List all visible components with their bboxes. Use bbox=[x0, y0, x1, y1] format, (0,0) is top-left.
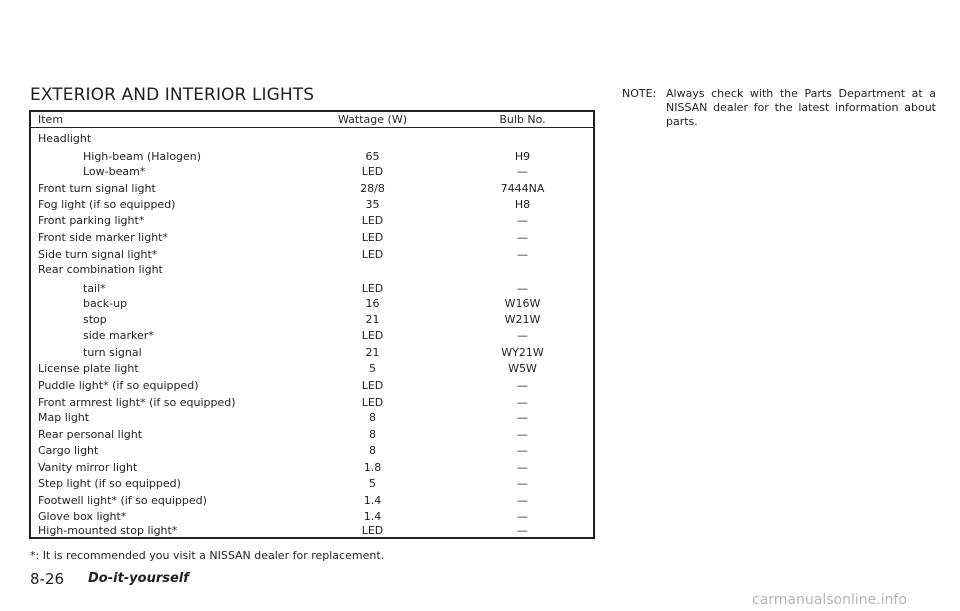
table-cell-wattage: 21 bbox=[365, 346, 380, 359]
table-cell-bulb: — bbox=[517, 248, 528, 261]
table-cell-bulb: — bbox=[517, 524, 528, 537]
table-cell-item: License plate light bbox=[38, 362, 139, 375]
note-text: Always check with the Parts Department at a NISSAN dealer for the latest information about parts. bbox=[666, 87, 936, 128]
table-cell-bulb: — bbox=[517, 477, 528, 490]
table-cell-bulb: — bbox=[517, 231, 528, 244]
table-cell-item: Rear personal light bbox=[38, 428, 143, 441]
table-cell-item: turn signal bbox=[83, 346, 142, 359]
table-cell-bulb: — bbox=[517, 444, 528, 457]
table-cell-item: Footwell light* (if so equipped) bbox=[38, 494, 207, 507]
table-cell-bulb: — bbox=[517, 396, 528, 409]
table-cell-item: Front parking light* bbox=[38, 214, 145, 227]
table-cell-wattage: 65 bbox=[365, 150, 380, 163]
table-cell-item: Front turn signal light bbox=[38, 182, 156, 195]
table-cell-item: Vanity mirror light bbox=[38, 461, 138, 474]
table-cell-item: Cargo light bbox=[38, 444, 99, 457]
table-cell-item: Front armrest light* (if so equipped) bbox=[38, 396, 236, 409]
table-cell-wattage: 1.4 bbox=[363, 494, 382, 507]
table-cell-bulb: — bbox=[517, 329, 528, 342]
section-title: EXTERIOR AND INTERIOR LIGHTS bbox=[30, 85, 315, 105]
table-cell-item: Glove box light* bbox=[38, 510, 127, 523]
table-cell-wattage: LED bbox=[361, 165, 384, 178]
table-cell-wattage: LED bbox=[361, 214, 384, 227]
table-cell-item: tail* bbox=[83, 282, 106, 295]
watermark: carmanualsonline.info bbox=[752, 592, 907, 608]
table-cell-item: Rear combination light bbox=[38, 263, 163, 276]
table-cell-bulb: H9 bbox=[514, 150, 531, 163]
table-cell-item: High-beam (Halogen) bbox=[83, 150, 202, 163]
table-cell-wattage: 5 bbox=[369, 362, 376, 375]
table-cell-bulb: — bbox=[517, 282, 528, 295]
table-cell-item: Headlight bbox=[38, 132, 92, 145]
table-cell-item: Map light bbox=[38, 411, 90, 424]
table-cell-wattage: LED bbox=[361, 524, 384, 537]
table-cell-bulb: — bbox=[517, 214, 528, 227]
table-cell-item: Step light (if so equipped) bbox=[38, 477, 181, 490]
table-cell-item: back-up bbox=[83, 297, 128, 310]
note-label: NOTE: bbox=[622, 87, 657, 100]
table-cell-bulb: 7444NA bbox=[500, 182, 545, 195]
table-cell-bulb: W5W bbox=[508, 362, 537, 375]
table-cell-wattage: 1.8 bbox=[363, 461, 382, 474]
table-cell-wattage: 1.4 bbox=[363, 510, 382, 523]
table-cell-wattage: 16 bbox=[365, 297, 380, 310]
table-cell-bulb: — bbox=[517, 165, 528, 178]
table-cell-item: side marker* bbox=[83, 329, 154, 342]
table-cell-wattage: 5 bbox=[369, 477, 376, 490]
table-cell-wattage: LED bbox=[361, 379, 384, 392]
table-cell-wattage: LED bbox=[361, 231, 384, 244]
table-cell-bulb: — bbox=[517, 494, 528, 507]
table-cell-item: High-mounted stop light* bbox=[38, 524, 178, 537]
table-cell-bulb: — bbox=[517, 379, 528, 392]
column-header-item: Item bbox=[38, 113, 64, 126]
table-cell-wattage: 8 bbox=[369, 444, 376, 457]
table-cell-item: stop bbox=[83, 313, 107, 326]
section-name: Do-it-yourself bbox=[88, 571, 189, 586]
table-cell-bulb: W21W bbox=[504, 313, 541, 326]
table-cell-bulb: — bbox=[517, 411, 528, 424]
table-cell-wattage: 8 bbox=[369, 411, 376, 424]
table-cell-bulb: — bbox=[517, 461, 528, 474]
column-header-bulb: Bulb No. bbox=[499, 113, 546, 126]
table-cell-wattage: 28/8 bbox=[360, 182, 385, 195]
table-cell-bulb: H8 bbox=[514, 198, 531, 211]
table-cell-wattage: 21 bbox=[365, 313, 380, 326]
table-cell-item: Fog light (if so equipped) bbox=[38, 198, 176, 211]
table-cell-bulb: — bbox=[517, 428, 528, 441]
table-cell-bulb: — bbox=[517, 510, 528, 523]
table-cell-wattage: LED bbox=[361, 329, 384, 342]
table-cell-item: Side turn signal light* bbox=[38, 248, 158, 261]
table-cell-bulb: WY21W bbox=[501, 346, 544, 359]
table-header-divider bbox=[29, 127, 595, 128]
table-cell-wattage: LED bbox=[361, 248, 384, 261]
table-cell-item: Puddle light* (if so equipped) bbox=[38, 379, 199, 392]
page-number: 8-26 bbox=[30, 570, 65, 588]
table-cell-wattage: 35 bbox=[365, 198, 380, 211]
table-cell-wattage: 8 bbox=[369, 428, 376, 441]
table-cell-item: Front side marker light* bbox=[38, 231, 168, 244]
column-header-wattage: Wattage (W) bbox=[338, 113, 407, 126]
table-cell-bulb: W16W bbox=[504, 297, 541, 310]
table-cell-item: Low-beam* bbox=[83, 165, 146, 178]
table-cell-wattage: LED bbox=[361, 396, 384, 409]
footnote: *: It is recommended you visit a NISSAN dealer for replacement. bbox=[30, 549, 385, 562]
table-cell-wattage: LED bbox=[361, 282, 384, 295]
